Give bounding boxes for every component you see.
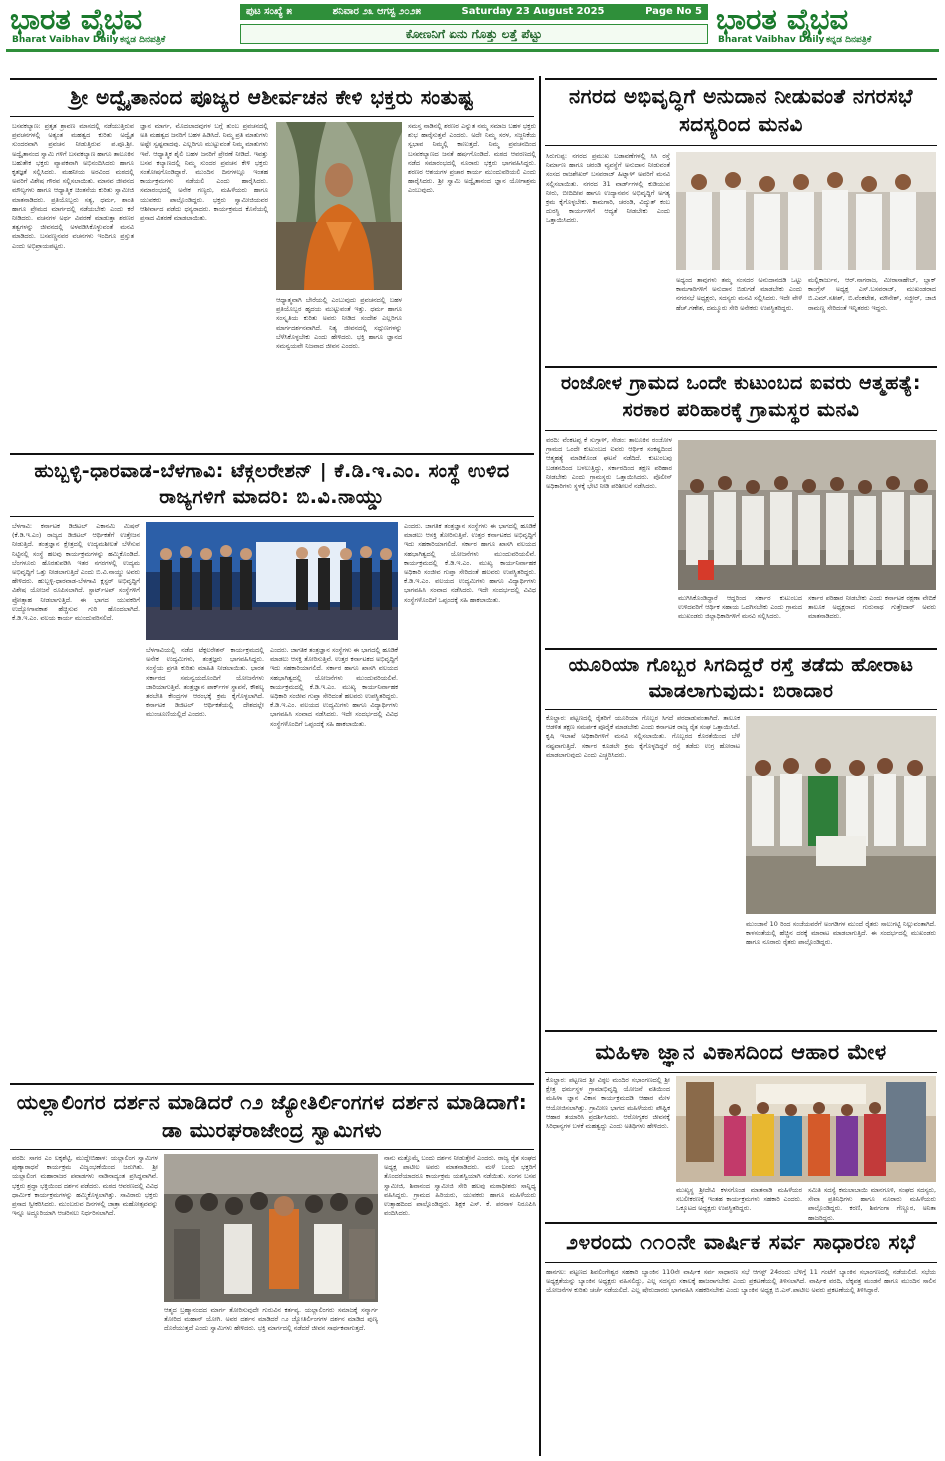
a7-photo-food-fair [676,1076,936,1182]
a2-top-rule [545,78,937,80]
a4-col4: ಎಂದರು. ಜಾಗತಿಕ ತಂತ್ರಜ್ಞಾನ ಸಂಸ್ಥೆಗಳು ಈ ಭಾಗದಲ್ಲಿ ಹೂಡಿಕೆ ಮಾಡಲು ಆಸಕ್ತಿ ತೋರಿಸುತ್ತಿವೆ. ಉತ್ತರ ಕರ್ನಾಟಕದ ಅಭಿವೃದ್ಧಿಗೆ ಇದು ಸಹಕಾರಿಯಾಗಲಿದೆ. ಸರ್ಕಾರ ಹಾಗೂ ಖಾಸಗಿ ವಲಯದ ಸಹಭಾಗಿತ್ವದಲ್ಲಿ ಯೋಜನೆಗಳು ಮುಂದುವರಿಯಲಿವೆ. ಕಾರ್ಯಕ್ರಮದಲ್ಲಿ ಕೆ.ಡಿ.ಇ.ಎಂ. ಮುಖ್ಯ ಕಾರ್ಯನಿರ್ವಾಹಕ ಅಧಿಕಾರಿ ಸಂಜೀವ ಗುಪ್ತಾ ಸೇರಿದಂತೆ ಹಲವರು ಉಪಸ್ಥಿತರಿದ್ದರು. ಕೆ.ಡಿ.ಇ.ಎಂ. ವಲಯದ ಉದ್ಯಮಿಗಳು ಹಾಗೂ ವಿದ್ಯಾರ್ಥಿಗಳು ಭಾಗವಹಿಸಿ ಸಂವಾದ ನಡೆಸಿದರು. ಇದೇ ಸಂದರ್ಭದಲ್ಲಿ ವಿವಿಧ ಸಂಸ್ಥೆಗಳೊಂದಿಗೆ ಒಪ್ಪಂದಕ್ಕೆ ಸಹಿ ಹಾಕಲಾಯಿತು. [404,522,536,604]
a8-headline: ೨೪ರಂದು ೧೧೦ನೇ ವಾರ್ಷಿಕ ಸರ್ವ ಸಾಧಾರಣ ಸಭೆ [566,1230,916,1254]
a3-col2: ಮುಗಿಸಿಕೊಂಡಿದ್ದಾರೆ ಆದ್ದರಿಂದ ಸರ್ಕಾರ ಕುಟುಂಬದ ಉಳಿದವರಿಗೆ ಆರ್ಥಿಕ ಸಹಾಯ ಒದಗಿಸಬೇಕು ಎಂದು ಗ್ರಾಮದ ಮುಖಂಡರು ಜಿಲ್ಲಾಧಿಕಾರಿಗಳಿಗೆ ಮನವಿ ಸಲ್ಲಿಸಿದರು. [678,594,802,621]
a1-head-rule [10,116,534,117]
a2-col1: ಸಿರುಗುಪ್ಪ: ನಗರದ ಪ್ರಮುಖ ಬಡಾವಣೆಗಳಲ್ಲಿ ಸಿಸಿ ರಸ್ತೆ ನಿರ್ಮಾಣ ಹಾಗೂ ಚರಂಡಿ ವ್ಯವಸ್ಥೆಗೆ ಅನುದಾನ ನೀಡುವಂತೆ ಸಂಸದ ರಾಜಶೇಖರ್ ಬಸವರಾಜ್ ಹಿಟ್ನಾಳ್ ಅವರಿಗೆ ಮನವಿ ಸಲ್ಲಿಸಲಾಯಿತು. ನಗರದ 31 ವಾರ್ಡ್‌ಗಳಲ್ಲಿ ಕುಡಿಯುವ ನೀರು, ಬೀದಿದೀಪ ಹಾಗೂ ಉದ್ಯಾನವನ ಅಭಿವೃದ್ಧಿಗೆ ಅಗತ್ಯ ಕ್ರಮ ಕೈಗೊಳ್ಳಬೇಕು. ಕಾಮಗಾರಿ, ಚರಂಡಿ, ವಿದ್ಯುತ್ ಕಂಬ ದುರಸ್ಥಿ ಕಾರ್ಯಗಳಿಗೆ ಆದ್ಯತೆ ನೀಡಬೇಕು ಎಂದು ಒತ್ತಾಯಿಸಿದರು. [546,152,670,225]
page-number: Page No 5 [645,6,702,17]
a4-headline: ಹುಬ್ಬಳ್ಳಿ-ಧಾರವಾಡ-ಬೆಳಗಾವಿ: ಟೆಕ್ಗಲರೇಶನ್ | ಕೆ.ಡಿ.ಇ.ಎಂ. ಸಂಸ್ಥೆ ಉಳಿದ ರಾಜ್ಯಗಳಿಗೆ ಮಾದರಿ: ಬಿ.ವಿ.ನಾಯ್ಡು [34,460,510,508]
masthead-left-sub-kn: ಕನ್ನಡ ದಿನಪತ್ರಿಕೆ [120,35,166,45]
a2-head-rule [545,145,937,146]
header-rule [6,49,939,52]
masthead-right-sub-kn: ಕನ್ನಡ ದಿನಪತ್ರಿಕೆ [826,35,872,45]
a5-col1: ಕೊಲ್ಹಾರ: ಪಟ್ಟಣದಲ್ಲಿ ರೈತರಿಗೆ ಯೂರಿಯಾ ಗೊಬ್ಬರ ಸಿಗದೆ ಪರದಾಡುವಂತಾಗಿದೆ. ತಾಲೂಕ ಆಡಳಿತ ತಕ್ಷಣ ಸಮರ್ಪಕ ಪೂರೈಕೆ ಮಾಡಬೇಕು ಎಂದು ಕರ್ನಾಟಕ ರಾಜ್ಯ ರೈತ ಸಂಘ ಒತ್ತಾಯಿಸಿದೆ. ಕೃಷಿ ಇಲಾಖೆ ಅಧಿಕಾರಿಗಳಿಗೆ ಮನವಿ ಸಲ್ಲಿಸಲಾಯಿತು. ಗೊಬ್ಬರದ ಕೊರತೆಯಿಂದ ಬೆಳೆ ನಷ್ಟವಾಗುತ್ತಿದೆ. ಸರ್ಕಾರ ಕೂಡಲೇ ಕ್ರಮ ಕೈಗೊಳ್ಳದಿದ್ದರೆ ರಸ್ತೆ ತಡೆದು ಉಗ್ರ ಹೋರಾಟ ಮಾಡಲಾಗುವುದು ಎಂದು ಎಚ್ಚರಿಸಿದರು. [546,714,740,759]
a6-head-rule [10,1149,534,1150]
masthead-left: ಭಾರತ ವೈಭವ [10,2,143,36]
a3-head-rule [545,430,937,431]
a6-headline: ಯಲ್ಲಾಲಿಂಗರ ದರ್ಶನ ಮಾಡಿದರೆ ೧೨ ಜ್ಯೋತಿರ್ಲಿಂಗಗಳ ದರ್ಶನ ಮಾಡಿದಾಗೆ: ಡಾ ಮುರಘರಾಜೇಂದ್ರ ಸ್ವಾಮಿಗಳು [16,1090,528,1142]
a1-top-rule [10,78,534,80]
masthead-right: ಭಾರತ ವೈಭವ [716,2,849,36]
masthead-right-sub-en: Bharat Vaibhav Daily [718,35,825,45]
date-english: Saturday 23 August 2025 [461,6,605,17]
column-divider [539,76,541,1456]
a7-col1: ಕೊಲ್ಹಾರ: ಪಟ್ಟಣದ ಶ್ರೀ ವಿಠ್ಠಲ ಮಂದಿರ ಸಭಾಂಗಣದಲ್ಲಿ ಶ್ರೀ ಕ್ಷೇತ್ರ ಧರ್ಮಸ್ಥಳ ಗ್ರಾಮಾಭಿವೃದ್ಧಿ ಯೋಜನೆ ವತಿಯಿಂದ ಮಹಿಳಾ ಜ್ಞಾನ ವಿಕಾಸ ಕಾರ್ಯಕ್ರಮದಡಿ ಆಹಾರ ಮೇಳ ಆಯೋಜಿಸಲಾಗಿತ್ತು. ಗ್ರಾಮೀಣ ಭಾಗದ ಮಹಿಳೆಯರು ಪೌಷ್ಟಿಕ ಆಹಾರ ತಯಾರಿಸಿ ಪ್ರದರ್ಶಿಸಿದರು. ಆರೋಗ್ಯಕರ ಜೀವನಕ್ಕೆ ಸಿರಿಧಾನ್ಯಗಳ ಬಳಕೆ ಮಹತ್ವದ್ದು ಎಂದು ಅತಿಥಿಗಳು ಹೇಳಿದರು. [546,1076,670,1131]
issue-number: ಪುಟ ಸಂಖ್ಯೆ ೫ [246,6,293,17]
a6-col1: ವರದಿ: ಸಾಗರ ಎಂ ಲಕ್ಕಶೆಟ್ಟಿ, ಮುದ್ದೇಬಿಹಾಳ: ಯಲ್ಲಾಲಿಂಗ ಸ್ವಾಮಿಗಳ ಪುಣ್ಯಾರಾಧನೆ ಕಾರ್ಯಕ್ರಮ ವಿಜೃಂಭಣೆಯಿಂದ ಜರುಗಿತು. ಶ್ರೀ ಯಲ್ಲಾಲಿಂಗ ಮಹಾರಾಜರ ಪವಾಡಗಳು ನಾಡಿನಾದ್ಯಂತ ಪ್ರಸಿದ್ಧವಾಗಿವೆ. ಭಕ್ತರು ಶ್ರದ್ಧಾ ಭಕ್ತಿಯಿಂದ ದರ್ಶನ ಪಡೆದರು. ಮಠದ ಆವರಣದಲ್ಲಿ ವಿವಿಧ ಧಾರ್ಮಿಕ ಕಾರ್ಯಕ್ರಮಗಳನ್ನು ಹಮ್ಮಿಕೊಳ್ಳಲಾಗಿತ್ತು. ಸಾವಿರಾರು ಭಕ್ತರು ಪ್ರಸಾದ ಸ್ವೀಕರಿಸಿದರು. ಮುಂಬರುವ ದಿನಗಳಲ್ಲಿ ಜಾತ್ರಾ ಮಹೋತ್ಸವವನ್ನು ಇನ್ನೂ ಅದ್ದೂರಿಯಾಗಿ ಆಚರಿಸಲು ನಿರ್ಧರಿಸಲಾಗಿದೆ. [12,1154,158,1218]
a2-col3: ಮಲ್ಲಿಕಾರ್ಜುನ, ಆರ್.ನಾಗರಾಜ, ಮೀರಾಸಾಹೇಬ್, ಬ್ಲಾಕ್ ಕಾಂಗ್ರೆಸ್ ಅಧ್ಯಕ್ಷ ಎಸ್.ಬಸವರಾಜ್, ಮುಖಂಡರಾದ ಬಿ.ಎಮ್.ಸತೀಶ್, ಬಿ.ವೆಂಕಟೇಶ, ಮೌನೇಶ್, ಸಜ್ಜೀರ್, ಜಾಜಿ ರಾಮಣ್ಣ ಸೇರಿದಂತೆ ಇನ್ನಿತರರು ಇದ್ದರು. [808,276,936,312]
a7-head-rule [545,1072,937,1073]
a8-top-rule [545,1222,937,1224]
a1-col4: ಸಮಸ್ತ ನಾಡಿನಲ್ಲಿ ಶರಣರ ಎನ್ನುತ ನಮ್ಮ ಸಮಾಜ ಬಹಳ ಭಕ್ತರು ಶುಭ ಹಾರೈಸುತ್ತವೆ ಎಂದರು. ಅದೇ ನಿಮ್ಮ ಸರಳ, ಸಜ್ಜನಿಕೆಯ ಸ್ವಭಾವ ನಿಮ್ಮಲ್ಲಿ ಕಾಣುತ್ತದೆ. ನಿಮ್ಮ ಪ್ರವಚನದಿಂದ ಬಸವಕಲ್ಯಾಣದ ಜನತೆ ಹರ್ಷಗೊಂಡಿದೆ. ಮಠದ ಆವರಣದಲ್ಲಿ ನಡೆದ ಸಮಾರಂಭದಲ್ಲಿ ನೂರಾರು ಭಕ್ತರು ಭಾಗವಹಿಸಿದ್ದರು. ಶರಣರ ಆಶಯಗಳ ಪ್ರಚಾರ ಕಾರ್ಯ ಮುಂದುವರಿಯಲಿ ಎಂದು ಹಾರೈಸಿದರು. ಶ್ರೀ ಸ್ವಾಮಿ ಅದ್ವೈತಾನಂದ ಜ್ಞಾನ ಯೋಗಾಶ್ರಮ ಎಂಬುವುದು. [408,122,536,195]
a6-top-rule [10,1083,534,1085]
a3-col3: ಸರ್ಕಾರ ಪರಿಹಾರ ನೀಡಬೇಕು ಎಂದು ಕರ್ನಾಟಕ ರಕ್ಷಣಾ ವೇದಿಕೆ ತಾಲೂಕ ಅಧ್ಯಕ್ಷರಾದ ಗುರುನಾಥ ಗುತ್ತೇದಾರ್ ಅವರು ಮಾತನಾಡಿದರು. [808,594,936,621]
a1-photo-swami [276,122,402,290]
a4-photo-event [146,522,398,640]
a4-top-rule [10,453,534,455]
masthead-left-sub-en: Bharat Vaibhav Daily [12,35,119,45]
a5-headline: ಯೂರಿಯಾ ಗೊಬ್ಬರ ಸಿಗದಿದ್ದರೆ ರಸ್ತೆ ತಡೆದು ಹೋರಾಟ ಮಾಡಲಾಗುವುದು: ಬಿರಾದಾರ [568,654,914,702]
a6-col2: ಆತ್ಮದ ಬ್ರಹ್ಮಾನಂದದ ಮಾರ್ಗ ತೋರಿಸುವುದೇ ಗುರುವಿನ ಕರ್ತವ್ಯ. ಯಲ್ಲಾಲಿಂಗರು ಸಮಾಜಕ್ಕೆ ಸನ್ಮಾರ್ಗ ತೋರಿದ ಮಹಾನ್ ಯೋಗಿ. ಅವರ ದರ್ಶನ ಮಾಡಿದರೆ ೧೨ ಜ್ಯೋತಿರ್ಲಿಂಗಗಳ ದರ್ಶನ ಮಾಡಿದ ಪುಣ್ಯ ದೊರೆಯುತ್ತದೆ ಎಂದು ಸ್ವಾಮಿಗಳು ಹೇಳಿದರು. ಭಕ್ತಿ ಮಾರ್ಗದಲ್ಲಿ ನಡೆದರೆ ಜೀವನ ಸಾರ್ಥಕವಾಗುತ್ತದೆ. [164,1306,378,1333]
a1-col1: ಬಸವಕಲ್ಯಾಣ: ಪ್ರತೃತ ಶ್ರಾವಣ ಮಾಸದಲ್ಲಿ ನಡೆಯುತ್ತಿರುವ ಪ್ರವಚನಗಳಲ್ಲಿ ಅತ್ಯಂತ ಮಹತ್ವದ ಕುರಿತು ಅದ್ವೈತ ಸುಂದರವಾಗಿ ಪ್ರವಚನ ನೀಡುತ್ತಿರುವ ಪ.ಪೂ.ಶ್ರೀ. ಅದ್ವೈತಾನಂದ ಸ್ವಾಮಿ ಗಳಿಗೆ ಬಸವಕಲ್ಯಾಣ ಹಾಗೂ ತಾಲೂಕಿನ ಬಹುತೇಕ ಭಕ್ತರು ವ್ಯಾಪಕವಾಗಿ ಅಭಿನಂದಿಸಿದರು ಹಾಗೂ ಕೃತಜ್ಞತೆ ಸಲ್ಲಿಸಿದರು. ಮಹನೀಯ ಅರವಿಂದ ಮಠದಲ್ಲಿ ಅವರಿಗೆ ವಿಶೇಷ ಗೌರವ ಸಲ್ಲಿಸಲಾಯಿತು. ಮಾನವ ಜೀವನದ ಮೌಲ್ಯಗಳು ಹಾಗೂ ಆಧ್ಯಾತ್ಮಿಕ ಚಿಂತನೆಯ ಕುರಿತು ಸ್ವಾಮೀಜಿ ಮಾತನಾಡಿದರು. ಪ್ರತಿಯೊಬ್ಬರು ಸತ್ಯ, ಧರ್ಮ, ಶಾಂತಿ ಹಾಗೂ ಪ್ರೇಮದ ಮಾರ್ಗದಲ್ಲಿ ನಡೆಯಬೇಕು ಎಂದು ಕರೆ ನೀಡಿದರು. ವಚನಗಳ ಅರ್ಥ ವಿವರಣೆ ಮಾಡುತ್ತಾ ಶರಣರ ತತ್ವಗಳನ್ನು ಜೀವನದಲ್ಲಿ ಅಳವಡಿಸಿಕೊಳ್ಳುವಂತೆ ಮನವಿ ಮಾಡಿದರು. ಬಸವಣ್ಣನವರ ವಚನಗಳು ಇಂದಿಗೂ ಪ್ರಸ್ತುತ ಎಂದು ಅಭಿಪ್ರಾಯಪಟ್ಟರು. [12,122,134,250]
a3-col1: ವರದಿ: ವೆಂಕಟಪ್ಪ ಕೆ ಸುಗ್ಗಾಳ್, ಸೇಡಂ: ತಾಲೂಕಿನ ರಂಜೋಳ ಗ್ರಾಮದ ಒಂದೇ ಕುಟುಂಬದ ಐವರು ಆರ್ಥಿಕ ಸಂಕಷ್ಟದಿಂದ ಆತ್ಮಹತ್ಯೆ ಮಾಡಿಕೊಂಡ ಘಟನೆ ನಡೆದಿದೆ. ಕುಟುಂಬವು ಬಡತನದಿಂದ ಬಳಲುತ್ತಿದ್ದು, ಸರ್ಕಾರದಿಂದ ತಕ್ಷಣ ಪರಿಹಾರ ನೀಡಬೇಕು ಎಂದು ಗ್ರಾಮಸ್ಥರು ಒತ್ತಾಯಿಸಿದರು. ಪೊಲೀಸ್ ಅಧಿಕಾರಿಗಳು ಸ್ಥಳಕ್ಕೆ ಭೇಟಿ ನೀಡಿ ಪರಿಶೀಲನೆ ನಡೆಸಿದರು. [546,436,672,491]
a8-head-rule [545,1262,937,1263]
tagline: ಕೋಣನಿಗೆ ಏನು ಗೊತ್ತು ಲತ್ತೆ ಪೆಟ್ಟು [240,24,708,44]
a3-photo-villagers [678,440,936,590]
a5-col2: ಮುಂಜಾನೆ 10 ರಿಂದ ಸಂಜೆಯವರೆಗೆ ಅಂಗಡಿಗಳ ಮುಂದೆ ರೈತರು ಸಾಲುಗಟ್ಟಿ ನಿಲ್ಲುವಂತಾಗಿದೆ. ಕಾಳಸಂತೆಯಲ್ಲಿ ಹೆಚ್ಚಿನ ದರಕ್ಕೆ ಮಾರಾಟ ಮಾಡಲಾಗುತ್ತಿದೆ. ಈ ಸಂದರ್ಭದಲ್ಲಿ ಮುಖಂಡರು ಹಾಗೂ ನೂರಾರು ರೈತರು ಪಾಲ್ಗೊಂಡಿದ್ದರು. [746,920,936,947]
a3-headline: ರಂಜೋಳ ಗ್ರಾಮದ ಒಂದೇ ಕುಟುಂಬದ ಐವರು ಆತ್ಮಹತ್ಯೆ: ಸರಕಾರ ಪರಿಹಾರಕ್ಕೆ ಗ್ರಾಮಸ್ಥರ ಮನವಿ [561,372,921,421]
a6-photo-gathering [164,1154,378,1302]
a3-top-rule [545,366,937,368]
a4-col1: ಬೆಳಗಾವಿ: ಕರ್ನಾಟಕ ಡಿಜಿಟಲ್ ಎಕಾನಮಿ ಮಿಷನ್ (ಕೆ.ಡಿ.ಇ.ಎಂ) ರಾಜ್ಯದ ಡಿಜಿಟಲ್ ಆರ್ಥಿಕತೆಗೆ ಉತ್ತೇಜನ ನೀಡುತ್ತಿದೆ. ತಂತ್ರಜ್ಞಾನ ಕ್ಷೇತ್ರದಲ್ಲಿ ಉದ್ಯಮಶೀಲತೆ ಬೆಳೆಸುವ ನಿಟ್ಟಿನಲ್ಲಿ ಸಂಸ್ಥೆ ಹಲವು ಕಾರ್ಯಕ್ರಮಗಳನ್ನು ಹಮ್ಮಿಕೊಂಡಿದೆ. ಬೆಂಗಳೂರು ಹೊರತುಪಡಿಸಿ ಇತರ ನಗರಗಳಲ್ಲಿ ಉದ್ಯಮ ಅಭಿವೃದ್ಧಿಗೆ ಒತ್ತು ನೀಡಲಾಗುತ್ತಿದೆ ಎಂದು ಬಿ.ವಿ.ನಾಯ್ಡು ಅವರು ಹೇಳಿದರು. ಹುಬ್ಬಳ್ಳಿ-ಧಾರವಾಡ-ಬೆಳಗಾವಿ ಕ್ಲಸ್ಟರ್ ಅಭಿವೃದ್ಧಿಗೆ ವಿಶೇಷ ಯೋಜನೆ ರೂಪಿಸಲಾಗಿದೆ. ಸ್ಟಾರ್ಟ್‌ಅಪ್ ಸಂಸ್ಥೆಗಳಿಗೆ ಪ್ರೋತ್ಸಾಹ ನೀಡಲಾಗುತ್ತಿದೆ. ಈ ಭಾಗದ ಯುವಕರಿಗೆ ಉದ್ಯೋಗಾವಕಾಶ ಹೆಚ್ಚಿಸುವ ಗುರಿ ಹೊಂದಲಾಗಿದೆ. ಕೆ.ಡಿ.ಇ.ಎಂ. ವಲಯ ಕಾರ್ಯ ಮುಂದುವರಿಸಲಿದೆ. [12,522,140,623]
issue-strip [240,4,708,20]
a7-top-rule [545,1030,937,1032]
a4-col3: ಎಂದರು. ಜಾಗತಿಕ ತಂತ್ರಜ್ಞಾನ ಸಂಸ್ಥೆಗಳು ಈ ಭಾಗದಲ್ಲಿ ಹೂಡಿಕೆ ಮಾಡಲು ಆಸಕ್ತಿ ತೋರಿಸುತ್ತಿವೆ. ಉತ್ತರ ಕರ್ನಾಟಕದ ಅಭಿವೃದ್ಧಿಗೆ ಇದು ಸಹಕಾರಿಯಾಗಲಿದೆ. ಸರ್ಕಾರ ಹಾಗೂ ಖಾಸಗಿ ವಲಯದ ಸಹಭಾಗಿತ್ವದಲ್ಲಿ ಯೋಜನೆಗಳು ಮುಂದುವರಿಯಲಿವೆ. ಕಾರ್ಯಕ್ರಮದಲ್ಲಿ ಕೆ.ಡಿ.ಇ.ಎಂ. ಮುಖ್ಯ ಕಾರ್ಯನಿರ್ವಾಹಕ ಅಧಿಕಾರಿ ಸಂಜೀವ ಗುಪ್ತಾ ಸೇರಿದಂತೆ ಹಲವರು ಉಪಸ್ಥಿತರಿದ್ದರು. ಕೆ.ಡಿ.ಇ.ಎಂ. ವಲಯದ ಉದ್ಯಮಿಗಳು ಹಾಗೂ ವಿದ್ಯಾರ್ಥಿಗಳು ಭಾಗವಹಿಸಿ ಸಂವಾದ ನಡೆಸಿದರು. ಇದೇ ಸಂದರ್ಭದಲ್ಲಿ ವಿವಿಧ ಸಂಸ್ಥೆಗಳೊಂದಿಗೆ ಒಪ್ಪಂದಕ್ಕೆ ಸಹಿ ಹಾಕಲಾಯಿತು. [270,646,398,728]
a7-col2: ಮುಖ್ಯಸ್ಥ ಶ್ರೀದೇವಿ ಕಳಸಗೊಂಡ ಮಾತನಾಡಿ ಮಹಿಳೆಯರ ಸಬಲೀಕರಣಕ್ಕೆ ಇಂತಹ ಕಾರ್ಯಕ್ರಮಗಳು ಸಹಕಾರಿ ಎಂದರು. ಒಕ್ಕೂಟದ ಅಧ್ಯಕ್ಷರು ಉಪಸ್ಥಿತರಿದ್ದರು. [676,1186,802,1213]
a4-col2: ಬೆಳಗಾವಿಯಲ್ಲಿ ನಡೆದ ಟೆಕ್ಗಲರೇಶನ್ ಕಾರ್ಯಕ್ರಮದಲ್ಲಿ ಅನೇಕ ಉದ್ಯಮಿಗಳು, ತಂತ್ರಜ್ಞರು ಭಾಗವಹಿಸಿದ್ದರು. ಸಂಸ್ಥೆಯ ಪ್ರಗತಿ ಕುರಿತು ಮಾಹಿತಿ ನೀಡಲಾಯಿತು. ಭಾರತ ಸರ್ಕಾರದ ಸಮನ್ವಯದೊಂದಿಗೆ ಯೋಜನೆಗಳು ಜಾರಿಯಾಗುತ್ತಿವೆ. ತಂತ್ರಜ್ಞಾನ ಪಾರ್ಕ್‌ಗಳ ಸ್ಥಾಪನೆ, ಕೌಶಲ್ಯ ತರಬೇತಿ ಕೇಂದ್ರಗಳ ಆರಂಭಕ್ಕೆ ಕ್ರಮ ಕೈಗೊಳ್ಳಲಾಗಿದೆ. ಕರ್ನಾಟಕ ಡಿಜಿಟಲ್ ಆರ್ಥಿಕತೆಯಲ್ಲಿ ದೇಶದಲ್ಲೇ ಮುಂಚೂಣಿಯಲ್ಲಿದೆ ಎಂದರು. [146,646,264,719]
a6-col3: ನಾನು ಮತ್ತೊಮ್ಮೆ ಬಂದು ದರ್ಶನ ನೀಡುತ್ತೇನೆ ಎಂದರು. ರಾಜ್ಯ ರೈತ ಸಂಘದ ಅಧ್ಯಕ್ಷ ಪಾಟೀಲ ಅವರು ಮಾತನಾಡಿದರು. ಮಳೆ ಬಂದು ಭಕ್ತರಿಗೆ ತೊಂದರೆಯಾದರೂ ಕಾರ್ಯಕ್ರಮ ಯಶಸ್ವಿಯಾಗಿ ನಡೆಯಿತು. ಸಂಗನ ಬಸವ ಸ್ವಾಮೀಜಿ, ಶಿವಾನಂದ ಸ್ವಾಮೀಜಿ ಸೇರಿ ಹಲವು ಮಠಾಧೀಶರು ಸಾನ್ನಿಧ್ಯ ವಹಿಸಿದ್ದರು. ಗ್ರಾಮದ ಹಿರಿಯರು, ಯುವಕರು ಹಾಗೂ ಮಹಿಳೆಯರು ಉತ್ಸಾಹದಿಂದ ಪಾಲ್ಗೊಂಡಿದ್ದರು. ಶಿಕ್ಷಕ ಎಸ್. ಕೆ. ಪರನಾಳ ನಿರೂಪಿಸಿ ವಂದಿಸಿದರು. [384,1154,536,1218]
a4-head-rule [10,516,534,517]
a2-photo-meeting [676,152,936,270]
a1-headline: ಶ್ರೀ ಅದ್ವೈತಾನಂದ ಪೂಜ್ಯರ ಆಶೀರ್ವಚನ ಕೇಳಿ ಭಕ್ತರು ಸಂತುಷ್ಟ [70,85,474,109]
a1-col2: ಜ್ಞಾನ ಮಾರ್ಗ, ಮೊದಲಾದವುಗಳ ಬಗ್ಗೆ ತುಂಬ ಪ್ರವಚನದಲ್ಲಿ ಅತಿ ಮಹತ್ವದ ಜನರಿಗೆ ಬಹಳ ಹಿಡಿಸಿದೆ. ನಿಮ್ಮ ಪ್ರತಿ ಮಾತುಗಳು ಅಷ್ಟೇ ಸ್ವಷ್ಟವಾದವು. ಎಲ್ಲರಿಗೂ ಮುಟ್ಟುವಂತೆ ನಿಮ್ಮ ಮಾತುಗಳು ಇವೆ. ಆಧ್ಯಾತ್ಮಿಕ ಶೈಲಿ ಬಹಳ ಜನರಿಗೆ ಪ್ರೇರಣೆ ನೀಡಿದೆ. ಇವತ್ತು ಬಸವ ಕಲ್ಯಾಣದಲ್ಲಿ ನಿಮ್ಮ ಸುಂದರ ಪ್ರವಚನ ಕೇಳಿ ಭಕ್ತರು ಸಂತೋಷಗೊಂಡಿದ್ದಾರೆ. ಮುಂದಿನ ದಿನಗಳಲ್ಲೂ ಇಂತಹ ಕಾರ್ಯಕ್ರಮಗಳು ನಡೆಯಲಿ ಎಂದು ಹಾರೈಸಿದರು. ಸಮಾರಂಭದಲ್ಲಿ ಅನೇಕ ಗಣ್ಯರು, ಮಹಿಳೆಯರು ಹಾಗೂ ಯುವಕರು ಪಾಲ್ಗೊಂಡಿದ್ದರು. ಭಕ್ತರು ಸ್ವಾಮೀಜಿಯವರ ಆಶೀರ್ವಾದ ಪಡೆದು ಧನ್ಯರಾದರು. ಕಾರ್ಯಕ್ರಮದ ಕೊನೆಯಲ್ಲಿ ಪ್ರಸಾದ ವಿತರಣೆ ಮಾಡಲಾಯಿತು. [140,122,268,223]
a8-col1: ಹಾನಗಲ: ಪಟ್ಟಣದ ಶಿವಲಿಂಗೇಶ್ವರ ಸಹಕಾರಿ ಬ್ಯಾಂಕಿನ 110ನೇ ವಾರ್ಷಿಕ ಸರ್ವ ಸಾಧಾರಣ ಸಭೆ ಆಗಸ್ಟ್ 24ರಂದು ಬೆಳಿಗ್ಗೆ 11 ಗಂಟೆಗೆ ಬ್ಯಾಂಕಿನ ಸಭಾಂಗಣದಲ್ಲಿ ನಡೆಯಲಿದೆ. ಸಭೆಯ ಅಧ್ಯಕ್ಷತೆಯನ್ನು ಬ್ಯಾಂಕಿನ ಅಧ್ಯಕ್ಷರು ವಹಿಸಲಿದ್ದು, ಎಲ್ಲ ಸದಸ್ಯರು ಸಕಾಲಕ್ಕೆ ಹಾಜರಾಗಬೇಕು ಎಂದು ಪ್ರಕಟಣೆಯಲ್ಲಿ ತಿಳಿಸಲಾಗಿದೆ. ವಾರ್ಷಿಕ ವರದಿ, ಲೆಕ್ಕಪತ್ರ ಮಂಡನೆ ಹಾಗೂ ಮುಂದಿನ ಸಾಲಿನ ಯೋಜನೆಗಳ ಕುರಿತು ಚರ್ಚೆ ನಡೆಯಲಿದೆ. ಎಲ್ಲ ಷೇರುದಾರರು ಭಾಗವಹಿಸಿ ಸಹಕರಿಸಬೇಕು ಎಂದು ಬ್ಯಾಂಕಿನ ಅಧ್ಯಕ್ಷ ಬಿ.ಎಸ್.ಪಾಟೀಲ ಅವರು ಪ್ರಕಟಣೆಯಲ್ಲಿ ತಿಳಿಸಿದ್ದಾರೆ. [546,1268,936,1295]
a5-photo-farmers [746,716,936,914]
a7-col3: ಸಮಿತಿ ಸದಸ್ಯೆ ಕಮಲಾಬಾಯಿ ಮಾನಗೂಳಿ, ಸಂಘದ ಸದಸ್ಯರು, ಸೇವಾ ಪ್ರತಿನಿಧಿಗಳು ಹಾಗೂ ನೂರಾರು ಮಹಿಳೆಯರು ಪಾಲ್ಗೊಂಡಿದ್ದರು. ಕರಣಿ, ಶಿವಗಂಗಾ ಗೆಣ್ಣೂರ, ಅನಿತಾ ಹಾಜರಿದ್ದರು. [808,1186,936,1222]
a5-head-rule [545,709,937,710]
date-kannada: ಶನಿವಾರ ೨೩ ಆಗಸ್ಟ ೨೦೨೫ [332,6,421,17]
a7-headline: ಮಹಿಳಾ ಜ್ಞಾನ ವಿಕಾಸದಿಂದ ಆಹಾರ ಮೇಳ [595,1040,887,1064]
a2-col2: ಅಧ್ಯಂದ ತಾವುಗಳು ತಮ್ಮ ಸಂಸದರ ಅನುದಾನದಡಿ ಒಟ್ಟು ಕಾಮಗಾರಿಗಳಿಗೆ ಅನುದಾನ ಬಿಡುಗಡೆ ಮಾಡಬೇಕು ಎಂದು ನಗರಸಭೆ ಅಧ್ಯಕ್ಷರು, ಸದಸ್ಯರು ಮನವಿ ಸಲ್ಲಿಸಿದರು. ಇದೇ ವೇಳೆ ಹೆಚ್.ಗಣೇಶ, ದಮ್ಮೂರು ಸೇರಿ ಅನೇಕರು ಉಪಸ್ಥಿತರಿದ್ದರು. [676,276,802,312]
a5-top-rule [545,648,937,650]
a2-headline: ನಗರದ ಅಭಿವೃದ್ಧಿಗೆ ಅನುದಾನ ನೀಡುವಂತೆ ನಗರಸಭೆ ಸದಸ್ಯರಿಂದ ಮನವಿ [569,84,913,136]
a1-col3: ಆಧ್ಯಾತ್ಮವಾಗಿ ಬೇರೆಯಲ್ಲಿ ಎಂಬುವುದು ಪ್ರವಚನದಲ್ಲಿ ಬಹಳ ಪ್ರತಿಯೊಬ್ಬರ ಹೃದಯ ಮುಟ್ಟುವಂತೆ ಇತ್ತು. ಧರ್ಮ ಹಾಗೂ ಸಂಸ್ಕೃತಿಯ ಕುರಿತು ಅವರು ನೀಡಿದ ಸಂದೇಶ ಎಲ್ಲರಿಗೂ ಮಾರ್ಗದರ್ಶನವಾಗಿದೆ. ನಿತ್ಯ ಜೀವನದಲ್ಲಿ ಸದ್ಗುಣಗಳನ್ನು ಬೆಳೆಸಿಕೊಳ್ಳಬೇಕು ಎಂದು ಹೇಳಿದರು. ಭಕ್ತಿ ಹಾಗೂ ಜ್ಞಾನದ ಸಮನ್ವಯವೇ ನಿಜವಾದ ಜೀವನ ಎಂದರು. [276,296,402,351]
